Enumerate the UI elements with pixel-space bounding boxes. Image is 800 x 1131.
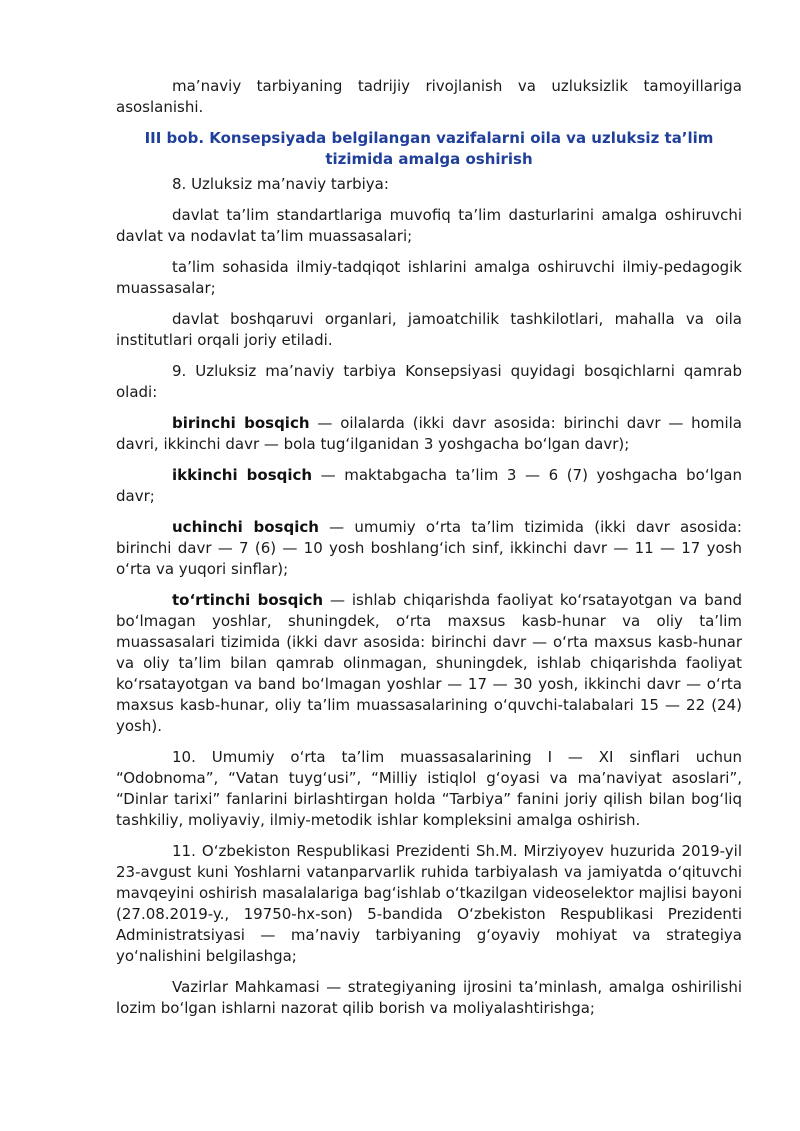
paragraph-item — [116, 977, 742, 1019]
paragraph-text: ma’naviy tarbiyaning tadrijiy rivojlanish va uzluksizlik tamoyillariga asoslanishi. — [116, 77, 742, 116]
continued-paragraph — [116, 76, 742, 118]
stage-paragraph — [116, 465, 742, 507]
paragraph-text: davlat boshqaruvi organlari, jamoatchilik tashkilotlari, mahalla va oila institutlari orqali joriy etiladi. — [116, 310, 742, 349]
stage-paragraph — [116, 517, 742, 580]
paragraph-text: davlat ta’lim standartlariga muvofiq ta’lim dasturlarini amalga oshiruvchi davlat va nodavlat ta’lim muassasalari; — [116, 206, 742, 245]
stage-term: ikkinchi bosqich — [172, 466, 313, 484]
paragraph-11 — [116, 841, 742, 967]
paragraph-text: 8. Uzluksiz ma’naviy tarbiya: — [172, 175, 389, 193]
chapter-heading: III bob. Konsepsiyada belgilangan vazifalarni oila va uzluksiz ta’lim tizimida amalga oshirish — [144, 129, 714, 168]
paragraph-text: 9. Uzluksiz ma’naviy tarbiya Konsepsiyasi quyidagi bosqichlarni qamrab oladi: — [116, 362, 742, 401]
paragraph-text: — maktabgacha ta’lim 3 — 6 (7) yoshgacha bo‘lgan davr; — [116, 466, 742, 505]
paragraph-item — [116, 257, 742, 299]
document-page — [116, 76, 742, 1029]
stage-paragraph — [116, 413, 742, 455]
paragraph-10 — [116, 747, 742, 831]
stage-term: birinchi bosqich — [172, 414, 310, 432]
paragraph-text: ta’lim sohasida ilmiy-tadqiqot ishlarini amalga oshiruvchi ilmiy-pedagogik muassasalar; — [116, 258, 742, 297]
paragraph-9 — [116, 361, 742, 403]
stage-term: to‘rtinchi bosqich — [172, 591, 324, 609]
paragraph-text: Vazirlar Mahkamasi — strategiyaning ijrosini ta’minlash, amalga oshirilishi lozim bo‘lgan ishlarni nazorat qilib borish va moliyalashtirishga; — [116, 978, 742, 1017]
stage-paragraph — [116, 590, 742, 737]
paragraph-text: — umumiy o‘rta ta’lim tizimida (ikki davr asosida: birinchi davr — 7 (6) — 10 yosh boshlang‘ich sinf, ikkinchi davr — 11 — 17 yosh o‘rta va yuqori sinflar); — [116, 518, 742, 578]
paragraph-8 — [116, 174, 742, 195]
paragraph-item — [116, 205, 742, 247]
paragraph-text: — oilalarda (ikki davr asosida: birinchi davr — homila davri, ikkinchi davr — bola tug‘ilganidan 3 yoshgacha bo‘lgan davr); — [116, 414, 742, 453]
paragraph-text: 11. O‘zbekiston Respublikasi Prezidenti Sh.M. Mirziyoyev huzurida 2019-yil 23-avgust kuni Yoshlarni vatanparvarlik ruhida tarbiyalash va jamiyatda o‘qituvchi mavqeyini oshirish masalalariga bag‘ishlab o‘tkazilgan videoselektor majlisi bayoni (27.08.2019-y., 19750-hx-son) 5-bandida O‘zbekiston Respublikasi Prezidenti Administratsiyasi — ma’naviy tarbiyaning g‘oyaviy mohiyat va strategiya yo‘nalishini belgilashga; — [116, 842, 742, 965]
paragraph-item — [116, 309, 742, 351]
paragraph-text: — ishlab chiqarishda faoliyat ko‘rsatayotgan va band bo‘lmagan yoshlar, shuningdek, o‘rta maxsus kasb-hunar va oliy ta’lim muassasalari tizimida (ikki davr asosida: birinchi davr — o‘rta maxsus kasb-hunar va oliy ta’lim bilan qamrab olinmagan, shuningdek, ishlab chiqarishda faoliyat ko‘rsatayotgan va band bo‘lmagan yoshlar — 17 — 30 yosh, ikkinchi davr — o‘rta maxsus kasb-hunar, oliy ta’lim muassasalarining o‘quvchi-talabalari 15 — 22 (24) yosh). — [116, 591, 743, 735]
stage-term: uchinchi bosqich — [172, 518, 319, 536]
paragraph-text: 10. Umumiy o‘rta ta’lim muassasalarining I — XI sinflari uchun “Odobnoma”, “Vatan tuyg‘usi”, “Milliy istiqlol g‘oyasi va ma’naviyat asoslari”, “Dinlar tarixi” fanlarini birlashtirgan holda “Tarbiya” fanini joriy qilish bilan bog‘liq tashkiliy, moliyaviy, ilmiy-metodik ishlar kompleksini amalga oshirish. — [116, 748, 742, 829]
